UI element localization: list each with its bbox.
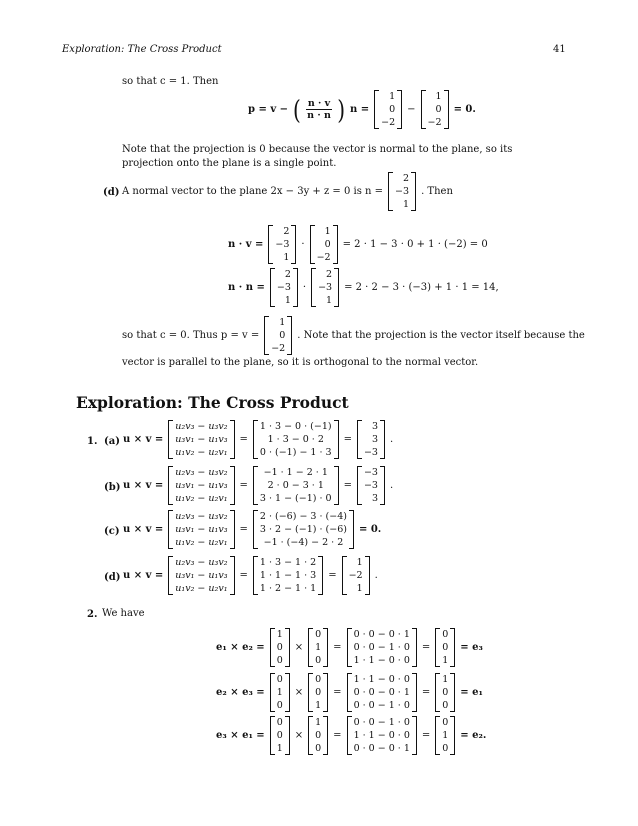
vector: 0 1 0 <box>270 673 290 712</box>
page-number: 41 <box>553 44 566 55</box>
cross-formula: u₂v₃ − u₃v₂ u₃v₁ − u₁v₃ u₁v₂ − u₂v₁ <box>168 556 234 595</box>
vector: 1 · 3 − 0 · (−1) 1 · 3 − 0 · 2 0 · (−1) − 1 · 3 <box>253 420 339 459</box>
part-label: (b) <box>104 482 121 493</box>
vector: −3 −3 3 <box>357 466 385 505</box>
part-label: (a) <box>104 436 120 447</box>
cross-formula: u₂v₃ − u₃v₂ u₃v₁ − u₁v₃ u₁v₂ − u₂v₁ <box>168 510 234 549</box>
vector: 0 1 0 <box>308 628 328 667</box>
d-conclusion: so that c = 0. Thus p = v = 1 0 −2 . Note that the projection is the vector itself because the <box>122 317 585 354</box>
vector: 0 0 1 <box>435 628 455 667</box>
problem-number-2: 2. <box>87 609 98 620</box>
vector: 0 0 1 <box>270 716 290 755</box>
vector: 0 1 0 <box>435 716 455 755</box>
basis-cross-equation: e₂ × e₃ = 0 1 0 × 0 0 1 = 1 · 1 − 0 · 0 0 · 0 − 0 · 1 0 · 0 − 1 · 0 = 1 0 0 = e₁ <box>216 674 483 711</box>
vector: 0 · 0 − 1 · 0 1 · 1 − 0 · 0 0 · 0 − 0 · 1 <box>347 716 417 755</box>
cross-formula: u₂v₃ − u₃v₂ u₃v₁ − u₁v₃ u₁v₂ − u₂v₁ <box>168 420 234 459</box>
vector: 3 3 −3 <box>357 420 385 459</box>
vector: 1 0 −2 <box>374 90 402 129</box>
vector: 1 0 0 <box>270 628 290 667</box>
vector: 2 −3 1 <box>268 225 296 264</box>
vector: 0 0 1 <box>308 673 328 712</box>
cross-product-equation: u × v = u₂v₃ − u₃v₂ u₃v₁ − u₁v₃ u₁v₂ − u₂v₁ = −1 · 1 − 2 · 1 2 · 0 − 3 · 1 3 · 1 − (−1) · 0 = −3 −3 3 . <box>123 467 394 504</box>
vector: 1 −2 1 <box>342 556 370 595</box>
formula-lhs: p = v − <box>248 104 289 115</box>
cross-product-equation: u × v = u₂v₃ − u₃v₂ u₃v₁ − u₁v₃ u₁v₂ − u₂v₁ = 2 · (−6) − 3 · (−4) 3 · 2 − (−1) · (−6) −1 · (−4) − 2 · 2 = 0. <box>123 511 382 548</box>
vector: 0 · 0 − 0 · 1 0 · 0 − 1 · 0 1 · 1 − 0 · 0 <box>347 628 417 667</box>
part-label: (d) <box>104 572 121 583</box>
vector: 2 −3 1 <box>311 268 339 307</box>
normal-vector-line: A normal vector to the plane 2x − 3y + z = 0 is n = 2 −3 1 . Then <box>122 173 453 210</box>
projection-equation-c: p = v − ( $\frac{n \cdot v}{n \cdot n}$ ) n = 1 0 −2 − 1 0 −2 = 0. <box>248 91 476 128</box>
basis-cross-equation: e₁ × e₂ = 1 0 0 × 0 1 0 = 0 · 0 − 0 · 1 0 · 0 − 1 · 0 1 · 1 − 0 · 0 = 0 0 1 = e₃ <box>216 629 483 666</box>
d-conclusion-line2: vector is parallel to the plane, so it is orthogonal to the normal vector. <box>122 357 479 368</box>
vector: 1 0 −2 <box>264 316 292 355</box>
n-dot-v-equation: n · v = 2 −3 1 · 1 0 −2 = 2 · 1 − 3 · 0 + 1 · (−2) = 0 <box>228 226 488 263</box>
dot-fraction: $\frac{n \cdot v}{n \cdot n}$ <box>307 98 331 121</box>
vector: 1 0 0 <box>308 716 328 755</box>
vector: 2 −3 1 <box>270 268 298 307</box>
section-title: Exploration: The Cross Product <box>76 393 349 412</box>
part-label: (c) <box>104 526 120 537</box>
vector: 1 · 1 − 0 · 0 0 · 0 − 0 · 1 0 · 0 − 1 · 0 <box>347 673 417 712</box>
vector: 1 0 −2 <box>421 90 449 129</box>
vector: −1 · 1 − 2 · 1 2 · 0 − 3 · 1 3 · 1 − (−1) · 0 <box>253 466 339 505</box>
n-dot-n-equation: n · n = 2 −3 1 · 2 −3 1 = 2 · 2 − 3 · (−3) + 1 · 1 = 14, <box>228 269 499 306</box>
cross-product-equation: u × v = u₂v₃ − u₃v₂ u₃v₁ − u₁v₃ u₁v₂ − u₂v₁ = 1 · 3 − 1 · 2 1 · 1 − 1 · 3 1 · 2 − 1 · 1 = 1 −2 1 . <box>123 557 378 594</box>
cross-formula: u₂v₃ − u₃v₂ u₃v₁ − u₁v₃ u₁v₂ − u₂v₁ <box>168 466 234 505</box>
vector: 1 · 3 − 1 · 2 1 · 1 − 1 · 3 1 · 2 − 1 · 1 <box>253 556 323 595</box>
vector: 1 0 −2 <box>310 225 338 264</box>
c-intro: so that c = 1. Then <box>122 76 219 87</box>
c-note: Note that the projection is 0 because the vector is normal to the plane, so its projection onto the plane is a single point. <box>122 144 513 169</box>
vector: 2 −3 1 <box>388 172 416 211</box>
vector: 1 0 0 <box>435 673 455 712</box>
problem-number-1: 1. <box>87 436 98 447</box>
problem-2-intro: We have <box>102 608 145 619</box>
basis-cross-equation: e₃ × e₁ = 0 0 1 × 1 0 0 = 0 · 0 − 1 · 0 1 · 1 − 0 · 0 0 · 0 − 0 · 1 = 0 1 0 = e₂. <box>216 717 487 754</box>
vector: 2 · (−6) − 3 · (−4) 3 · 2 − (−1) · (−6) −1 · (−4) − 2 · 2 <box>253 510 354 549</box>
cross-product-equation: u × v = u₂v₃ − u₃v₂ u₃v₁ − u₁v₃ u₁v₂ − u₂v₁ = 1 · 3 − 0 · (−1) 1 · 3 − 0 · 2 0 · (−1) − 1 · 3 = 3 3 −3 . <box>123 421 394 458</box>
part-label-d: (d) <box>103 187 120 198</box>
running-header-title: Exploration: The Cross Product <box>62 44 222 55</box>
